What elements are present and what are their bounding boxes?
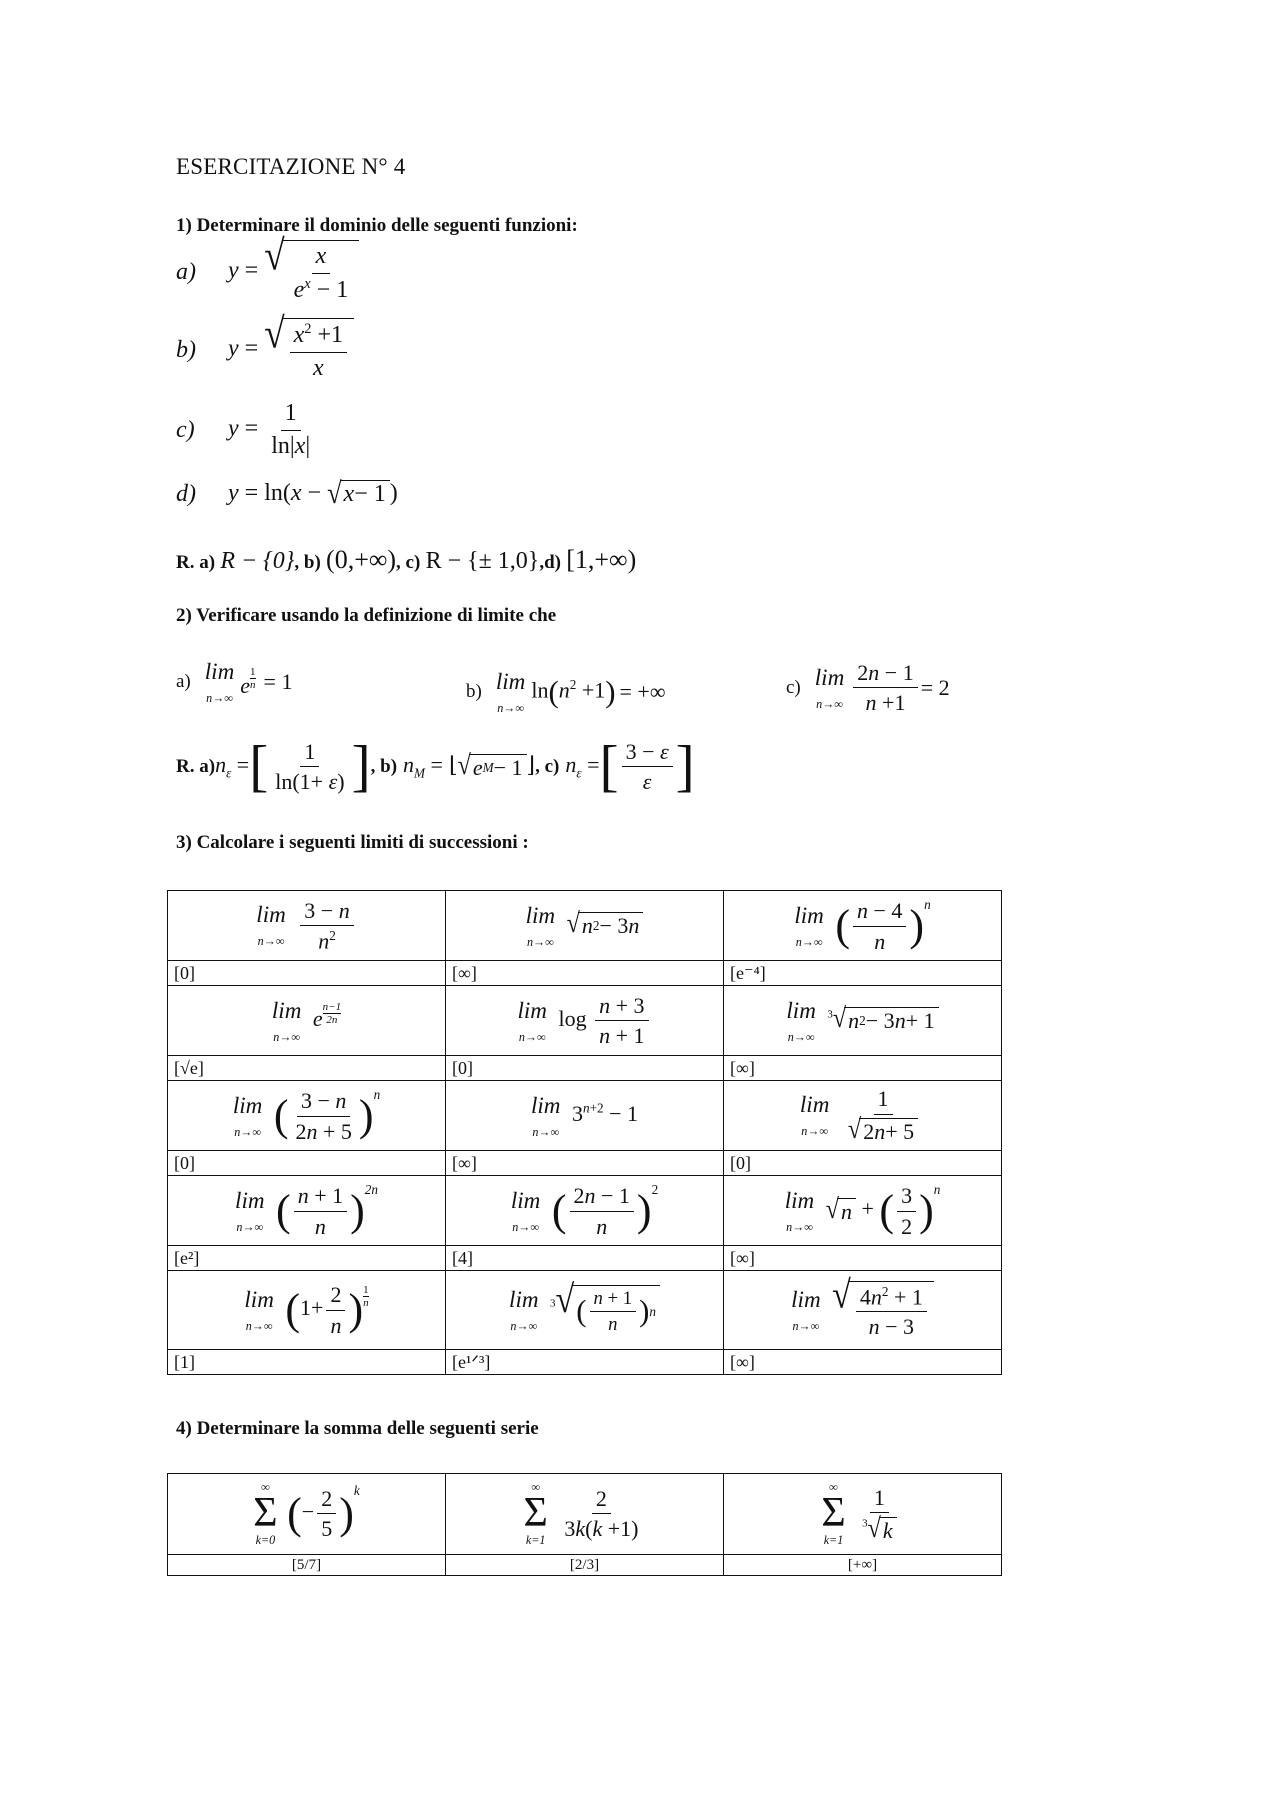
section3-heading: 3) Calcolare i seguenti limiti di successioni : — [176, 832, 529, 853]
limits-table — [167, 890, 1002, 1375]
limit-cell: lim n→∞ (1+ $\frac{2}{n}$ ) $^{\frac{1}{n}}$ — [168, 1271, 446, 1350]
limit-cell: lim n→∞ $3^{n+2} - 1$ — [446, 1081, 724, 1151]
limit-cell: lim n→∞ log $\frac{n + 3}{n + 1}$ — [446, 986, 724, 1056]
limit-cell: lim n→∞ ( $\frac{n + 1}{n}$ )$^{2n}$ — [168, 1176, 446, 1246]
limit-cell: lim n→∞ 1 √ 2 n + 5 — [724, 1081, 1002, 1151]
answer-cell: [∞] — [724, 1246, 1002, 1271]
series-cell: ∞ Σ k=0 (− $\frac{2}{5}$ )$^k$ — [168, 1474, 446, 1555]
domain-item-c: c) y = $\frac{1}{\ln|x|}$ — [176, 400, 317, 460]
series-table — [167, 1473, 1002, 1576]
section2-heading: 2) Verificare usando la definizione di limite che — [176, 605, 557, 626]
page-title: ESERCITAZIONE N° 4 — [176, 154, 406, 179]
limit-item-b: b) lim n→∞ $\ln(n^2 +1)$ = +∞ — [466, 668, 666, 715]
answer-cell: [4] — [446, 1246, 724, 1271]
answer-cell: [√e] — [168, 1056, 446, 1081]
formula-d: y = ln(x − √ x − 1 ) — [228, 476, 398, 511]
section2-answer: R. a) $n_\varepsilon$ = [ $\frac{1}{\ln(1+ \varepsilon)}$ ] , b) $n_M$ = ⌊ √ e M − 1 ⌋ , c) $n_\varepsilon$ = [ $\frac{3 - \varepsilon}{\varepsilon}$ ] — [176, 735, 695, 798]
answer-cell: [∞] — [446, 961, 724, 986]
answer-cell: [+∞] — [724, 1555, 1002, 1576]
limit-cell: lim n→∞ ( $\frac{n - 4}{n}$ )$^n$ — [724, 891, 1002, 961]
answer-cell: [e¹ᐟ³] — [446, 1350, 724, 1375]
limit-cell: lim n→∞ ( $\frac{2n - 1}{n}$ )$^2$ — [446, 1176, 724, 1246]
answer-cell: [∞] — [724, 1056, 1002, 1081]
formula-b: y = √ $\frac{x^2 +1}{x}$ — [228, 318, 354, 382]
answer-cell: [0] — [168, 1151, 446, 1176]
domain-item-d: d) y = ln(x − √ x − 1 ) — [176, 476, 398, 511]
formula-c: y = $\frac{1}{\ln|x|}$ — [228, 400, 311, 459]
answer-cell: [0] — [724, 1151, 1002, 1176]
limit-cell: lim n→∞ √ n + ( $\frac{3}{2}$ )$^n$ — [724, 1176, 1002, 1246]
answer-cell: [e⁻⁴] — [724, 961, 1002, 986]
limit-cell: lim n→∞ e $^{\frac{n-1}{2n}}$ — [168, 986, 446, 1056]
answer-cell: [2/3] — [446, 1555, 724, 1576]
answer-cell: [5/7] — [168, 1555, 446, 1576]
answer-cell: [0] — [446, 1056, 724, 1081]
series-cell: ∞ Σ k=1 1 $^3$ √ k — [724, 1474, 1002, 1555]
limit-cell: lim n→∞ $\frac{3 - n}{n^2}$ — [168, 891, 446, 961]
item-label: a) — [176, 258, 196, 285]
limit-cell: lim n→∞ √ n 2 − 3 n — [446, 891, 724, 961]
answer-cell: [1] — [168, 1350, 446, 1375]
limit-cell: lim n→∞ $^3$ √ ( $\frac{n + 1}{n}$ ) n — [446, 1271, 724, 1350]
answer-cell: [∞] — [724, 1350, 1002, 1375]
limit-cell: lim n→∞ √ $\frac{4n^2 + 1}{n - 3}$ — [724, 1271, 1002, 1350]
section1-answer: R. a) R − {0}, b) (0,+∞), c) R − {± 1,0},d) [1,+∞) — [176, 545, 637, 574]
section4-heading: 4) Determinare la somma delle seguenti serie — [176, 1418, 539, 1439]
answer-cell: [0] — [168, 961, 446, 986]
section1-heading: 1) Determinare il dominio delle seguenti funzioni: — [176, 215, 578, 236]
series-cell: ∞ Σ k=1 $\frac{2}{3k(k +1)}$ — [446, 1474, 724, 1555]
answer-cell: [∞] — [446, 1151, 724, 1176]
limit-cell: lim n→∞ $^3$ √ n 2 − 3 n + 1 — [724, 986, 1002, 1056]
answer-cell: [e²] — [168, 1246, 446, 1271]
limit-item-c: c) lim n→∞ $\frac{2n - 1}{n +1}$ = 2 — [786, 660, 950, 716]
formula-a: y = √ $\frac{x}{e^x - 1}$ — [228, 240, 359, 304]
domain-item-b: b) y = √ $\frac{x^2 +1}{x}$ — [176, 318, 354, 382]
limit-cell: lim n→∞ ( $\frac{3 - n}{2n + 5}$ )$^n$ — [168, 1081, 446, 1151]
limit-item-a: a) lim n→∞ e $^{\frac{1}{n}}$ = 1 — [176, 658, 293, 705]
domain-item-a — [176, 232, 359, 304]
